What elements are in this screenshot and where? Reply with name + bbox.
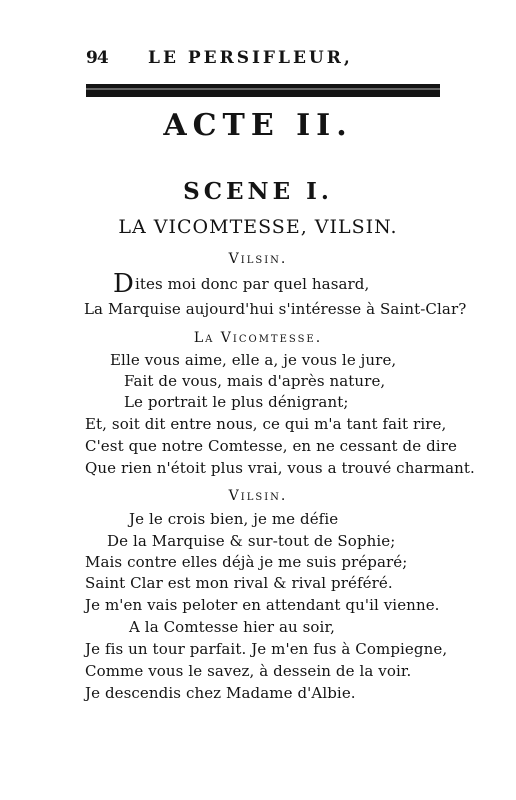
verse-line: Elle vous aime, elle a, je vous le jure, (110, 351, 397, 369)
page-number: 94 (86, 48, 108, 68)
verse-line: Saint Clar est mon rival & rival préféré. (85, 574, 393, 592)
verse-line: Et, soit dit entre nous, ce qui m'a tant fait rire, (85, 415, 447, 433)
verse-line: De la Marquise & sur-tout de Sophie; (107, 532, 396, 550)
verse-line: Je fis un tour parfait. Je m'en fus à Compiegne, (85, 640, 448, 658)
verse-line-text: ites moi donc par quel hasard, (134, 275, 370, 293)
speaker-name: La Vicomtesse. (193, 330, 323, 346)
verse-line: Le portrait le plus dénigrant; (124, 393, 349, 411)
verse-line: Je le crois bien, je me défie (129, 510, 339, 528)
verse-line: Fait de vous, mais d'après nature, (124, 372, 386, 390)
verse-line: Que rien n'étoit plus vrai, vous a trouvé charmant. (85, 459, 475, 477)
verse-line: Je m'en vais peloter en attendant qu'il vienne. (85, 596, 440, 614)
drop-cap: D (113, 269, 134, 299)
top-ornamental-rule (86, 84, 440, 97)
verse-line: A la Comtesse hier au soir, (129, 618, 335, 636)
act-title: ACTE II. (163, 108, 353, 143)
verse-line: Mais contre elles déjà je me suis préparé; (85, 553, 408, 571)
verse-line: Comme vous le savez, à dessein de la voir. (85, 662, 412, 680)
scene-title: SCENE I. (183, 178, 333, 205)
verse-line (113, 269, 370, 299)
running-title: LE PERSIFLEUR, (148, 48, 353, 68)
verse-line: Je descendis chez Madame d'Albie. (85, 684, 356, 702)
running-head (86, 44, 440, 74)
scene-cast: LA VICOMTESSE, VILSIN. (118, 216, 398, 238)
verse-line: C'est que notre Comtesse, en ne cessant de dire (85, 437, 457, 455)
speaker-name: Vilsin. (228, 488, 288, 504)
speaker-name: Vilsin. (228, 251, 288, 267)
verse-line: La Marquise aujourd'hui s'intéresse à Saint-Clar? (84, 300, 467, 318)
